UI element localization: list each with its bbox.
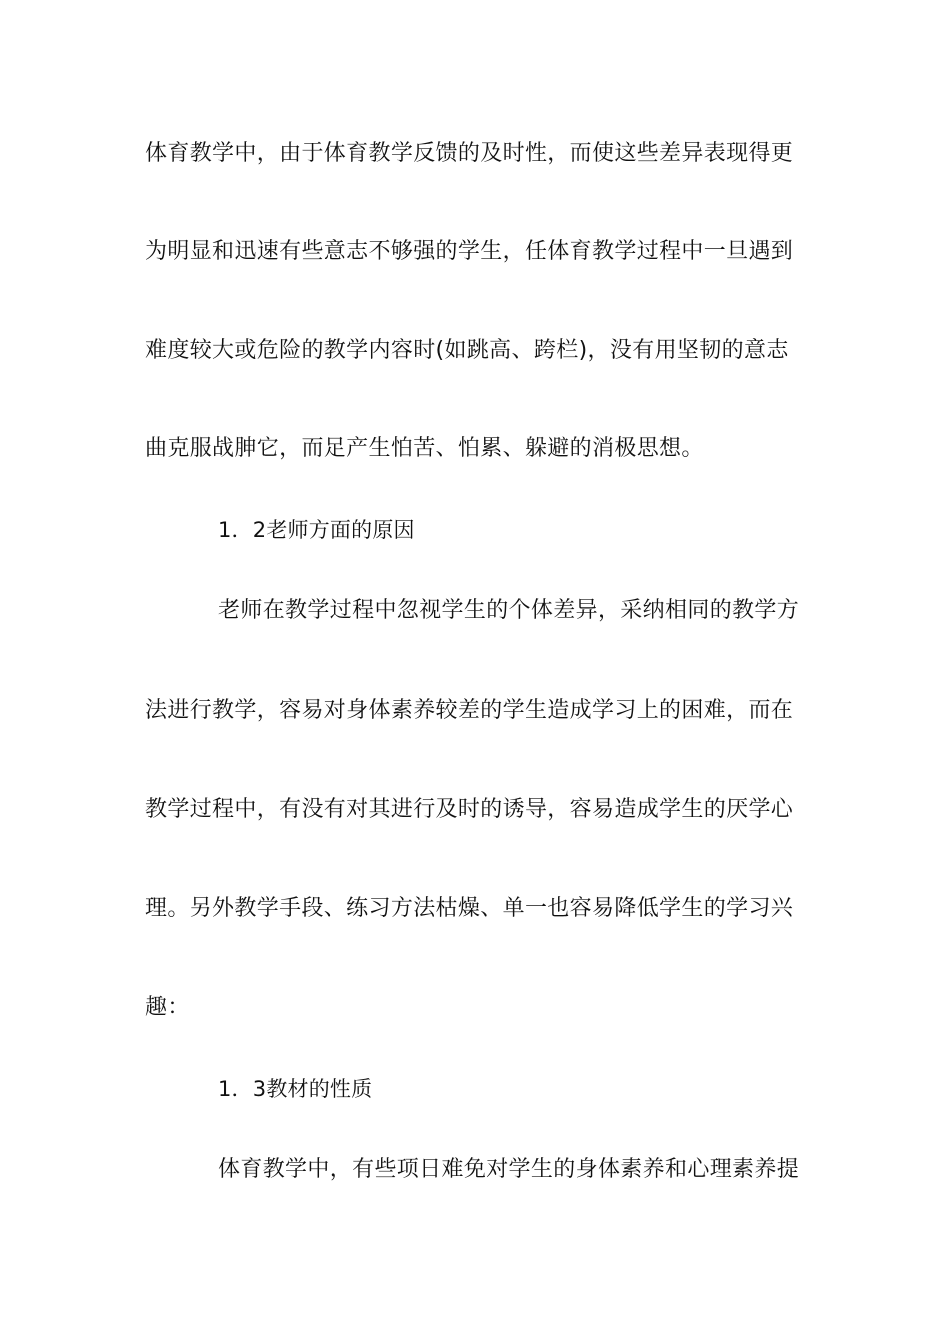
section-heading: 1．3教材的性质 [218, 1077, 373, 1101]
paragraph-line: 趣： [145, 995, 190, 1020]
paragraph-line: 体育教学中，由于体育教学反馈的及时性，而使这些差异表现得更 [145, 141, 794, 166]
paragraph-line: 法进行教学，容易对身体素养较差的学生造成学习上的困难，而在 [145, 698, 794, 723]
paragraph-line: 为明显和迅速有些意志不够强的学生，任体育教学过程中一旦遇到 [145, 239, 794, 264]
paragraph-line: 老师在教学过程中忽视学生的个体差异，采纳相同的教学方 [218, 598, 800, 623]
paragraph-line: 体育教学中，有些项日难免对学生的身体素养和心理素养提 [218, 1157, 800, 1182]
paragraph-line: 理。另外教学手段、练习方法枯燥、单一也容易降低学生的学习兴 [145, 896, 794, 921]
paragraph-line: 难度较大或危险的教学内容时(如跳高、跨栏)，没有用坚韧的意志 [145, 338, 789, 363]
paragraph-line: 教学过程中，有没有对其进行及时的诱导，容易造成学生的厌学心 [145, 797, 794, 822]
section-heading: 1．2老师方面的原因 [218, 518, 415, 542]
paragraph-line: 曲克服战胂它，而足产生怕苦、怕累、躲避的消极思想。 [145, 436, 704, 461]
